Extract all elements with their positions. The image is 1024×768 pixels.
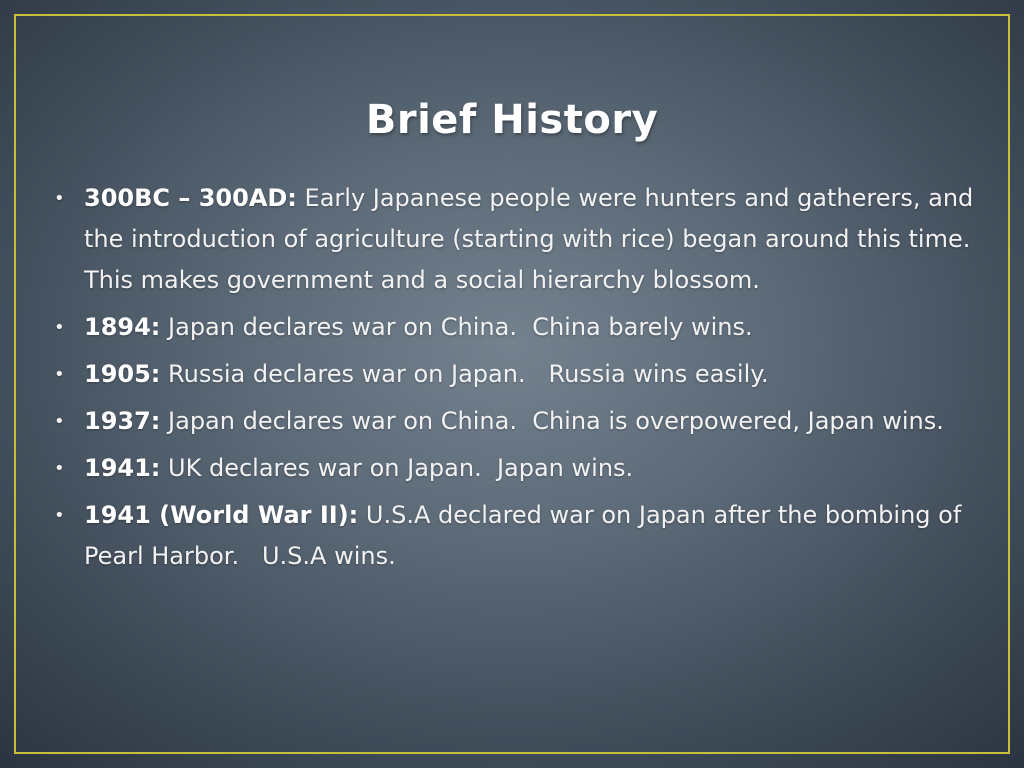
bullet-item	[54, 178, 984, 301]
bullet-item	[54, 401, 984, 442]
bullet-lead: 1905:	[84, 360, 161, 388]
bullet-lead: 300BC – 300AD:	[84, 184, 297, 212]
bullet-lead: 1941:	[84, 454, 161, 482]
bullet-dot-icon: •	[54, 188, 65, 209]
bullet-text: U.S.A declared war on Japan after the bombing of Pearl Harbor. U.S.A wins.	[84, 501, 969, 570]
bullet-item	[54, 448, 984, 489]
bullet-list	[54, 178, 984, 583]
bullet-text: UK declares war on Japan. Japan wins.	[160, 454, 634, 482]
bullet-dot-icon: •	[54, 458, 65, 479]
bullet-item	[54, 307, 984, 348]
bullet-lead: 1941 (World War II):	[84, 501, 359, 529]
bullet-lead: 1937:	[84, 407, 161, 435]
bullet-text: Japan declares war on China. China barely wins.	[160, 313, 753, 341]
bullet-text: Japan declares war on China. China is overpowered, Japan wins.	[160, 407, 944, 435]
bullet-dot-icon: •	[54, 364, 65, 385]
bullet-text: Russia declares war on Japan. Russia wins easily.	[160, 360, 769, 388]
bullet-dot-icon: •	[54, 317, 65, 338]
bullet-dot-icon: •	[54, 505, 65, 526]
slide-title: Brief History	[365, 97, 659, 143]
bullet-lead: 1894:	[84, 313, 161, 341]
bullet-dot-icon: •	[54, 411, 65, 432]
bullet-item	[54, 354, 984, 395]
bullet-item	[54, 495, 984, 577]
bullet-text: Early Japanese people were hunters and gatherers, and the introduction of agriculture (starting with rice) began around this time. This makes government and a social hierarchy blossom.	[84, 184, 981, 294]
